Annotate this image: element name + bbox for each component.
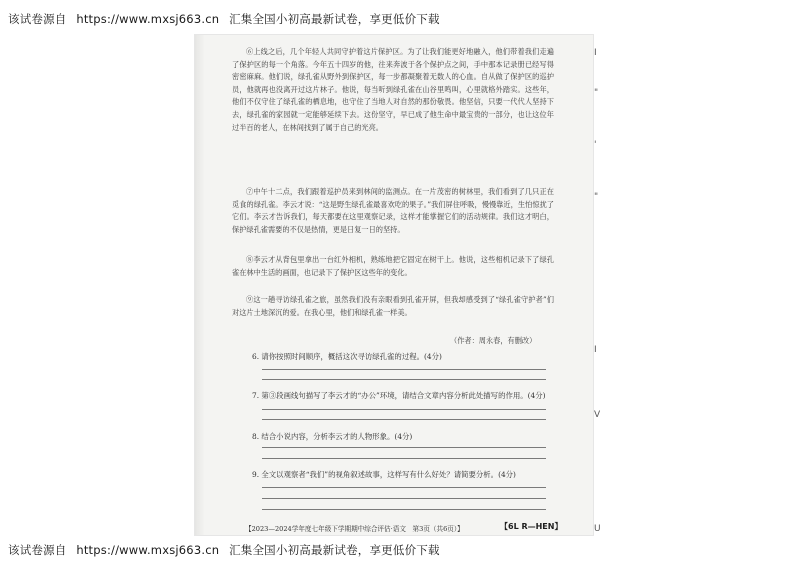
page-shadow: [195, 35, 205, 535]
question-9: 9. 全文以观察者“我们”的视角叙述故事，这样写有什么好处？请简要分析。(4分): [252, 470, 516, 479]
question-6: 6. 请你按照时间顺序，概括这次寻访绿孔雀的过程。(4分): [252, 352, 442, 361]
question-7: 7. 第③段画线句描写了李云才的“办公”环境，请结合文章内容分析此处描写的作用。(4分): [252, 391, 546, 400]
margin-mark: ": [594, 192, 599, 202]
source-banner-bottom: [8, 542, 446, 558]
bleed-through-margin: [590, 40, 620, 534]
answer-line[interactable]: [262, 369, 546, 370]
answer-line[interactable]: [262, 509, 546, 510]
margin-mark: I: [594, 345, 597, 355]
margin-mark: ": [594, 88, 599, 98]
answer-line[interactable]: [262, 487, 546, 488]
answer-line[interactable]: [262, 419, 546, 420]
answer-line[interactable]: [262, 458, 546, 459]
reading-paragraph: ⑦中午十二点，我们跟着巡护员来到林间的监测点。在一片茂密的树林里，我们看到了几只正在觅食的绿孔雀。李云才说：“这是野生绿孔雀最喜欢吃的果子。”我们屏住呼吸，慢慢靠近，生怕惊扰了它们。李云才告诉我们，每天都要在这里观察记录，这样才能掌握它们的活动规律。我们这才明白，保护绿孔雀需要的不仅是热情，更是日复一日的坚持。: [232, 187, 554, 234]
source-label: 该试卷源自: [8, 543, 67, 557]
reading-paragraph: ⑨这一趟寻访绿孔雀之旅，虽然我们没有亲眼看到孔雀开屏，但我却感受到了“绿孔雀守护者”们对这片土地深沉的爱。在我心里，他们和绿孔雀一样美。: [232, 295, 554, 317]
answer-line[interactable]: [262, 447, 546, 448]
reading-paragraph: ⑧李云才从背包里拿出一台红外相机，熟练地把它固定在树干上。他说，这些相机记录下了绿孔雀在林中生活的画面，也记录下了保护区这些年的变化。: [232, 255, 554, 277]
source-banner-top: [8, 11, 446, 27]
question-8: 8. 结合小说内容，分析李云才的人物形象。(4分): [252, 432, 413, 441]
exam-code: 【6L R—HEN】: [500, 522, 563, 531]
source-url[interactable]: https://www.mxsj663.cn: [76, 12, 220, 26]
author-attribution: （作者：周永春，有删改）: [450, 336, 537, 345]
margin-mark: I: [594, 48, 597, 58]
source-label: 该试卷源自: [8, 12, 67, 26]
source-url[interactable]: https://www.mxsj663.cn: [76, 543, 220, 557]
answer-line[interactable]: [262, 379, 546, 380]
answer-line[interactable]: [262, 498, 546, 499]
margin-mark: U: [594, 524, 601, 534]
reading-paragraph: ⑥上线之后，几个年轻人共同守护着这片保护区。为了让我们能更好地融入，他们带着我们走遍了保护区的每一个角落。今年五十四岁的他，往来奔波于各个保护点之间，手中那本记录册已经写得密密麻麻。他们说，绿孔雀从野外到保护区，每一步都凝聚着无数人的心血。自从做了保护区的巡护员，他就再也没离开过这片林子。他说，每当听到绿孔雀在山谷里鸣叫，心里就格外踏实。这些年，他们不仅守住了绿孔雀的栖息地，也守住了当地人对自然的那份敬畏。他坚信，只要一代代人坚持下去，绿孔雀的家园就一定能够延续下去。这份坚守，早已成了他生命中最宝贵的一部分，也让这位年过半百的老人，在林间找到了属于自己的光亮。: [232, 47, 554, 132]
answer-line[interactable]: [262, 409, 546, 410]
exam-footer: 【2023—2024学年度七年级下学期期中综合评估·语文 第3页（共6页）】: [245, 525, 464, 533]
source-tagline: 汇集全国小初高最新试卷，享更低价下载: [229, 543, 440, 557]
margin-mark: ': [594, 140, 597, 150]
source-tagline: 汇集全国小初高最新试卷，享更低价下载: [229, 12, 440, 26]
margin-mark: V: [594, 410, 601, 420]
